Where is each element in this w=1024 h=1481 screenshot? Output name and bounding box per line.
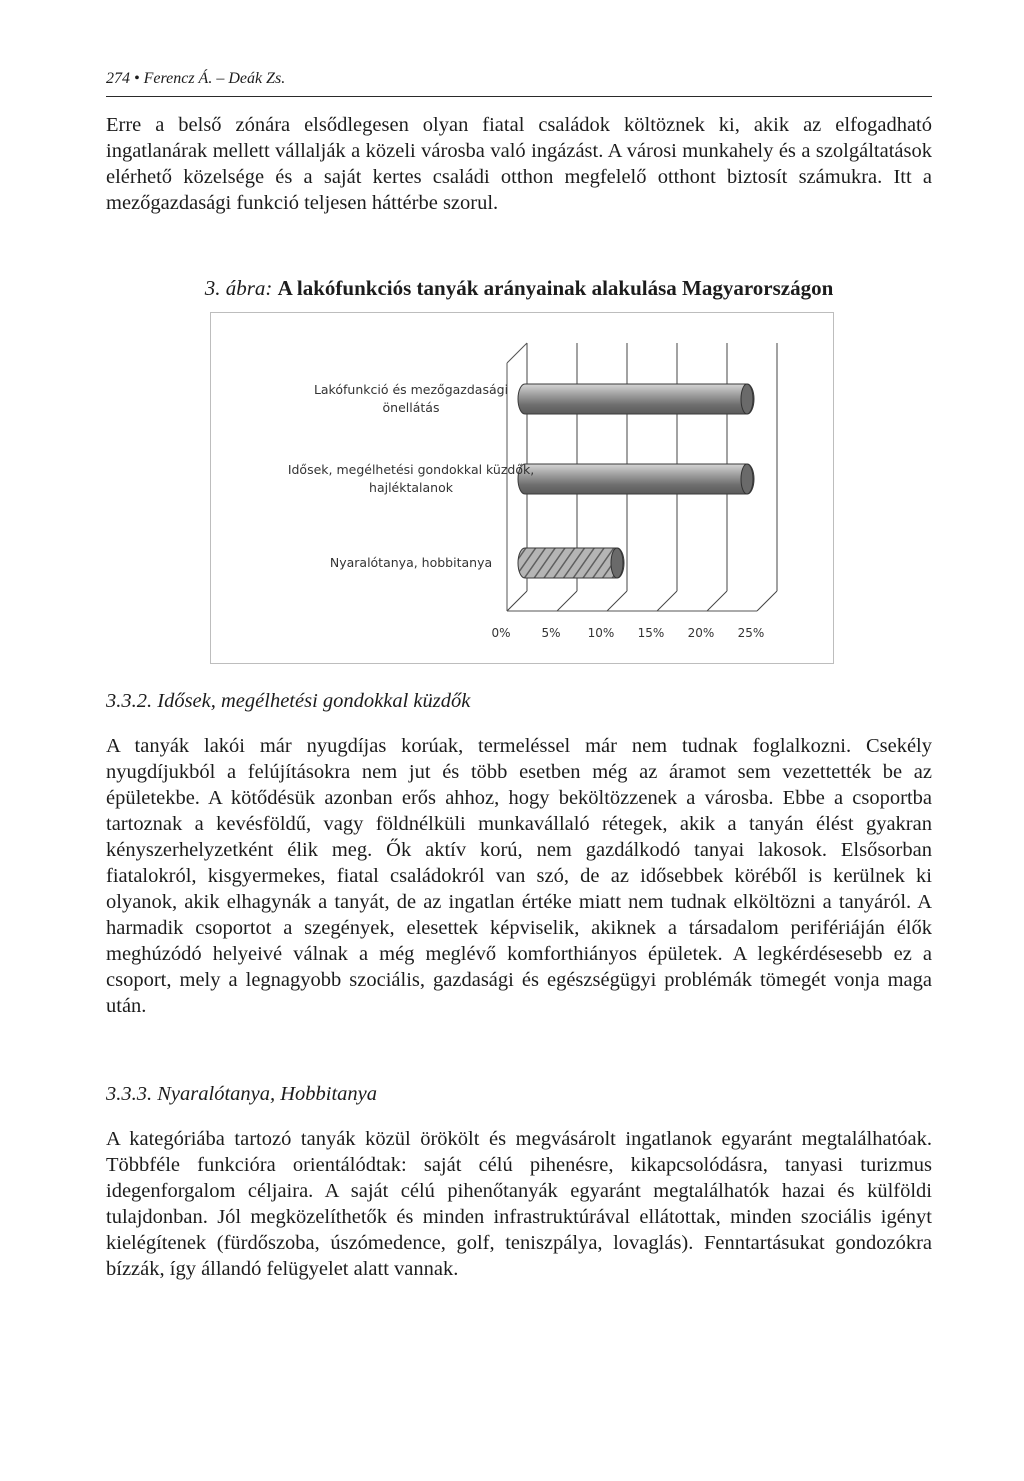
intro-paragraph: Erre a belső zónára elsődlegesen olyan fiatal családok költöznek ki, akik az elfogadható ingatlanárak mellett vállalják a közeli városba való ingázást. A városi munkahely és a szolgáltatások elérhető közelsége és a saját kertes családi otthon megfelelő otthont biztosít számukra. Itt a mezőgazdasági funkció teljesen háttérbe szorul. — [106, 114, 932, 214]
figure-title: A lakófunkciós tanyák arányainak alakulása Magyarországon — [277, 276, 834, 300]
category-label: Nyaralótanya, hobbitanya — [329, 555, 493, 570]
chart-floor-line — [507, 591, 527, 611]
category-label: Lakófunkció és mezőgazdasági — [313, 382, 509, 397]
running-head-text: 274 • Ferencz Á. – Deák Zs. — [106, 70, 286, 87]
bar-2 — [518, 464, 754, 494]
x-tick-label: 10% — [587, 626, 615, 640]
category-label: önellátás — [382, 400, 440, 415]
bar-3 — [518, 548, 624, 578]
bar-1 — [518, 384, 754, 414]
category-label: hajléktalanok — [369, 480, 453, 495]
x-tick-label: 0% — [491, 626, 511, 640]
chart-floor-line — [757, 591, 777, 611]
x-tick-label: 5% — [541, 626, 561, 640]
chart-canvas — [211, 313, 833, 663]
chart-floor-line — [707, 591, 727, 611]
running-header — [106, 66, 932, 97]
chart-floor-line — [607, 591, 627, 611]
section-3-3-2-text: A tanyák lakói már nyugdíjas korúak, termeléssel már nem tudnak foglalkozni. Csekély nyugdíjukból a felújításokra nem jut és több esetben még az áramot sem vezettették be az épületekbe. A kötődésük azonban erős ahhoz, hogy beköltözzenek a városba. Ebbe a csoportba tartoznak a kevésföldű, vagy földnélküli munkavállaló rétegek, akik a tanyán élést gyakran kényszerhelyzetként élik meg. Ők aktív korú, nem gazdálkodó tanyai lakosok. Elsősorban fiatalokról, kisgyermekes, fiatal családokról van szó, de az idősebbek köréből is kerülnek ki olyanok, akik elhagynák a tanyát, de az ingatlan értéke miatt nem tudnak elköltözni a tanyáról. A harmadik csoportot a szegények, elesettek képviselik, akiknek a társadalom perifériáján élők meghúzódó helyeivé válnak a még meglévő komforthiányos épületek. A legkérdésesebb ez a csoport, mely a legnagyobb szociális, gazdasági és egészségügyi problémák tömegét vonja maga után. — [106, 735, 932, 1017]
section-heading-3-3-2: 3.3.2. Idősek, megélhetési gondokkal küzdők — [106, 690, 471, 712]
chart-floor-line — [657, 591, 677, 611]
chart-wall-top — [507, 343, 527, 363]
section-3-3-3-text: A kategóriába tartozó tanyák közül örökölt és megvásárolt ingatlanok egyaránt megtalálhatóak. Többféle funkcióra orientálódtak: saját célú pihenésre, kikapcsolódásra, tanyasi turizmus idegenforgalom céljaira. A saját célú pihenőtanyák egyaránt megtalálhatók hazai és külföldi tulajdonban. Jól megközelíthetők és minden infrastruktúrával ellátottak, minden szociális igényt kielégítenek (fürdőszoba, úszómedence, golf, teniszpálya, lovaglás). Fenntartásukat gondozókra bízzák, így állandó felügyelet alatt vannak. — [106, 1128, 932, 1280]
x-tick-label: 25% — [737, 626, 765, 640]
bar-chart — [210, 312, 834, 664]
figure-caption — [106, 276, 932, 301]
x-tick-label: 20% — [687, 626, 715, 640]
section-heading-3-3-3: 3.3.3. Nyaralótanya, Hobbitanya — [106, 1083, 378, 1105]
bar-end-cap — [741, 384, 753, 414]
bar-end-cap — [741, 464, 753, 494]
figure-number: 3. ábra: — [204, 276, 273, 300]
chart-floor-line — [557, 591, 577, 611]
x-tick-label: 15% — [637, 626, 665, 640]
category-label: Idősek, megélhetési gondokkal küzdők, — [287, 462, 535, 477]
bar-end-cap — [611, 548, 623, 578]
